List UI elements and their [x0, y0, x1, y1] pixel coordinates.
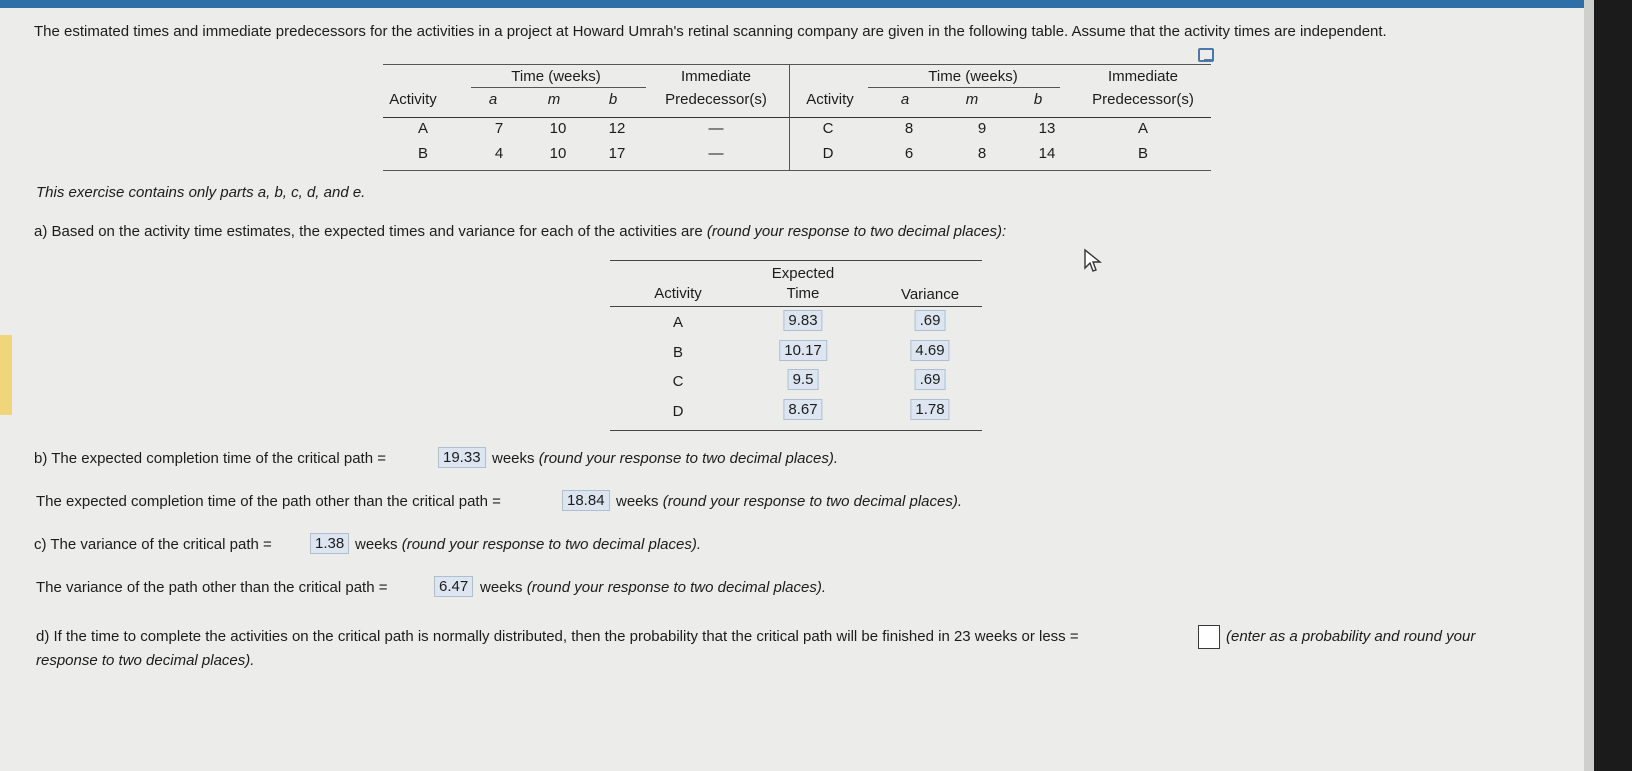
cell-predecessor: B — [1137, 145, 1149, 162]
cell-b: 17 — [608, 145, 626, 162]
table-rule — [610, 306, 982, 307]
unit-weeks: weeks — [616, 493, 659, 510]
cell-a: 6 — [904, 145, 914, 162]
part-a-hint: (round your response to two decimal places): — [706, 223, 1007, 240]
part-c1-unit — [355, 536, 701, 553]
time-weeks-underline — [471, 87, 646, 88]
header-b: b — [1033, 91, 1043, 108]
row-activity: A — [672, 314, 684, 331]
table-rule — [383, 117, 1211, 118]
expected-time-table — [610, 260, 982, 435]
part-b1-label: b) The expected completion time of the critical path = — [34, 450, 386, 467]
part-d-hint-1: (enter as a probability and round your — [1226, 628, 1476, 645]
part-d-label: d) If the time to complete the activities on the critical path is normally distributed, then the probability that the critical path will be finished in 23 weeks or less = — [36, 628, 1079, 645]
top-bar — [0, 0, 1600, 8]
expected-time-field[interactable]: 10.17 — [779, 340, 827, 361]
part-c2-unit — [480, 579, 826, 596]
part-a-prefix: a) Based on the activity time estimates, the expected times and variance for each of the activities are — [34, 223, 707, 240]
cell-b: 14 — [1038, 145, 1056, 162]
critical-path-variance-field[interactable]: 1.38 — [310, 533, 349, 554]
header-a: a — [488, 91, 498, 108]
table-divider — [789, 64, 790, 170]
hint-text: (round your response to two decimal places). — [538, 450, 839, 467]
unit-weeks: weeks — [492, 450, 535, 467]
table-rule — [383, 64, 1211, 65]
header-predecessors: Predecessor(s) — [1092, 91, 1194, 108]
cell-m: 10 — [549, 145, 567, 162]
cell-m: 9 — [977, 120, 987, 137]
cell-m: 10 — [549, 120, 567, 137]
hint-text: (round your response to two decimal places). — [662, 493, 963, 510]
other-path-variance-field[interactable]: 6.47 — [434, 576, 473, 597]
part-d-hint-2: response to two decimal places). — [36, 652, 255, 669]
variance-field[interactable]: 1.78 — [910, 399, 949, 420]
other-path-time-field[interactable]: 18.84 — [562, 490, 610, 511]
row-activity: B — [672, 344, 684, 361]
row-activity: C — [672, 373, 684, 390]
header-time-weeks: Time (weeks) — [511, 68, 601, 85]
expected-time-field[interactable]: 9.83 — [783, 310, 822, 331]
cell-predecessor: — — [708, 120, 724, 137]
mouse-cursor-icon — [1083, 248, 1103, 274]
cell-predecessor: — — [708, 145, 724, 162]
left-side-tab[interactable] — [0, 335, 12, 415]
exercise-note: This exercise contains only parts a, b, c, d, and e. — [36, 184, 366, 201]
table-rule — [383, 170, 1211, 171]
intro-text: The estimated times and immediate predecessors for the activities in a project at Howard Umrah's retinal scanning company are given in the following table. Assume that the activity times are independent. — [34, 23, 1387, 40]
expected-time-field[interactable]: 9.5 — [788, 369, 819, 390]
probability-input[interactable] — [1198, 625, 1220, 649]
variance-field[interactable]: .69 — [915, 310, 946, 331]
unit-weeks: weeks — [480, 579, 523, 596]
part-c2-label: The variance of the path other than the critical path = — [36, 579, 388, 596]
header-time-weeks: Time (weeks) — [928, 68, 1018, 85]
right-scroll-strip — [1584, 0, 1594, 771]
time-weeks-underline — [868, 87, 1060, 88]
cell-a: 4 — [494, 145, 504, 162]
part-a-text — [34, 223, 1006, 240]
part-b2-label: The expected completion time of the path other than the critical path = — [36, 493, 501, 510]
copy-table-icon[interactable] — [1198, 48, 1214, 62]
header-activity: Activity — [806, 91, 854, 108]
header-b: b — [608, 91, 618, 108]
hint-text: (round your response to two decimal places). — [401, 536, 702, 553]
part-c1-label: c) The variance of the critical path = — [34, 536, 272, 553]
header-predecessors: Predecessor(s) — [665, 91, 767, 108]
cell-b: 12 — [608, 120, 626, 137]
cell-predecessor: A — [1137, 120, 1149, 137]
row-activity: D — [672, 403, 684, 420]
cell-a: 8 — [904, 120, 914, 137]
cell-m: 8 — [977, 145, 987, 162]
header-activity: Activity — [654, 285, 702, 302]
cell-a: 7 — [494, 120, 504, 137]
part-b1-unit — [492, 450, 838, 467]
cell-activity: B — [417, 145, 429, 162]
header-activity: Activity — [389, 91, 437, 108]
table-rule — [610, 430, 982, 431]
unit-weeks: weeks — [355, 536, 398, 553]
header-immediate: Immediate — [1107, 68, 1179, 85]
header-m: m — [965, 91, 979, 108]
cell-b: 13 — [1038, 120, 1056, 137]
screen-edge — [1594, 0, 1632, 771]
part-b2-unit — [616, 493, 962, 510]
expected-time-field[interactable]: 8.67 — [783, 399, 822, 420]
activity-table — [383, 64, 1211, 172]
header-variance: Variance — [900, 286, 960, 303]
header-time: Time — [786, 285, 820, 302]
variance-field[interactable]: .69 — [915, 369, 946, 390]
cell-activity: A — [417, 120, 429, 137]
header-expected: Expected — [771, 265, 835, 282]
header-a: a — [900, 91, 910, 108]
critical-path-time-field[interactable]: 19.33 — [438, 447, 486, 468]
table-rule — [610, 260, 982, 261]
cell-activity: D — [822, 145, 834, 162]
hint-text: (round your response to two decimal places). — [526, 579, 827, 596]
header-immediate: Immediate — [680, 68, 752, 85]
header-m: m — [547, 91, 561, 108]
variance-field[interactable]: 4.69 — [910, 340, 949, 361]
cell-activity: C — [822, 120, 834, 137]
